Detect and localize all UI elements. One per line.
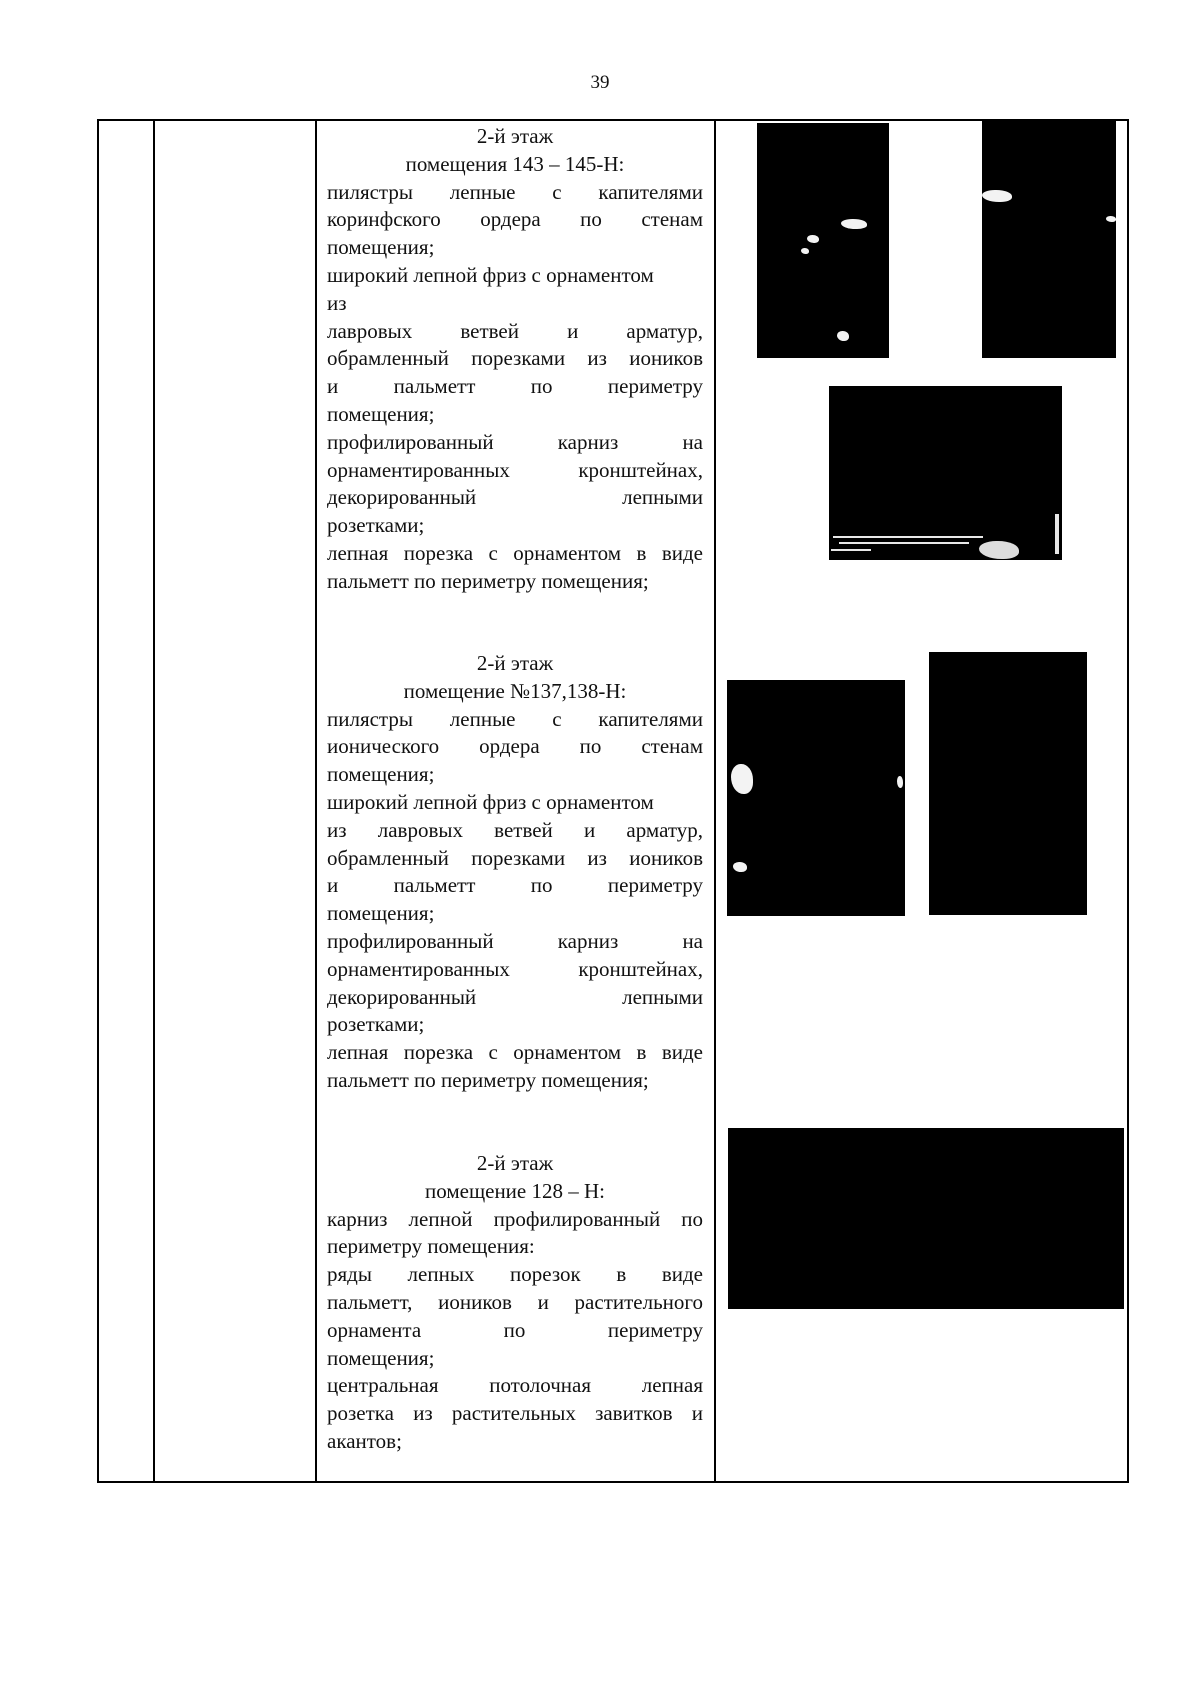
description-line: розетками; <box>327 513 425 538</box>
description-line: помещения; <box>327 401 435 426</box>
photo-ionic-left <box>727 680 905 916</box>
column-divider-3 <box>714 119 716 1483</box>
page-number: 39 <box>590 72 610 93</box>
description-line: лепная порезка с орнаментом в виде <box>327 1040 703 1065</box>
description-line: помещения; <box>327 901 435 926</box>
description-line: орнамента по периметру <box>327 1317 703 1342</box>
description-line: розетка из растительных завитков и <box>327 1401 703 1426</box>
description-line: лепная порезка с орнаментом в виде <box>327 540 703 565</box>
floor-label: 2-й этаж <box>476 651 554 675</box>
description-line: и пальметт по периметру <box>327 873 703 898</box>
photo-pilaster-left <box>757 123 889 358</box>
description-line: пилястры лепные с капителями <box>327 179 703 204</box>
description-line: обрамленный порезками из иоников <box>327 845 703 870</box>
description-line: пальметт, иоников и растительного <box>327 1289 703 1314</box>
section-143-145 <box>327 123 703 596</box>
description-line: карниз лепной профилированный по <box>327 1206 703 1231</box>
section-137-138 <box>327 650 703 1095</box>
photo-cornice <box>829 386 1062 560</box>
description-line: помещения; <box>327 762 435 787</box>
description-line: пальметт по периметру помещения; <box>327 1067 649 1092</box>
room-label: помещение №137,138-Н: <box>403 678 627 703</box>
description-line: широкий лепной фриз с орнаментом <box>327 789 654 814</box>
description-line: пальметт по периметру помещения; <box>327 568 649 593</box>
description-line: профилированный карниз на <box>327 928 703 953</box>
photo-pilaster-right <box>982 120 1116 358</box>
description-line: декорированный лепными <box>327 485 703 510</box>
description-line: акантов; <box>327 1428 402 1453</box>
room-label: помещение 128 – Н: <box>425 1178 605 1203</box>
column-divider-2 <box>315 119 317 1483</box>
description-line: широкий лепной фриз с орнаментом <box>327 262 654 287</box>
description-line: периметру помещения: <box>327 1234 535 1259</box>
description-line: ряды лепных порезок в виде <box>327 1262 703 1287</box>
floor-label: 2-й этаж <box>476 124 554 148</box>
description-line: из лавровых ветвей и арматур, <box>327 817 703 842</box>
description-line: из <box>327 290 347 315</box>
description-line: центральная потолочная лепная <box>327 1373 703 1398</box>
description-line: ионического ордера по стенам <box>327 734 703 759</box>
section-128 <box>327 1150 703 1456</box>
description-line: орнаментированных кронштейнах, <box>327 956 703 981</box>
description-line: лавровых ветвей и арматур, <box>327 318 703 343</box>
description-line: орнаментированных кронштейнах, <box>327 457 703 482</box>
photo-ionic-right <box>929 652 1087 915</box>
floor-label: 2-й этаж <box>476 1151 554 1175</box>
description-line: и пальметт по периметру <box>327 374 703 399</box>
description-line: розетками; <box>327 1012 425 1037</box>
description-line: помещения; <box>327 235 435 260</box>
description-line: профилированный карниз на <box>327 429 703 454</box>
photo-ceiling-128 <box>728 1128 1124 1309</box>
column-divider-1 <box>153 119 155 1483</box>
description-line: помещения; <box>327 1345 435 1370</box>
description-line: пилястры лепные с капителями <box>327 706 703 731</box>
room-label: помещения 143 – 145-Н: <box>405 151 625 176</box>
description-line: коринфского ордера по стенам <box>327 207 703 232</box>
description-line: обрамленный порезками из иоников <box>327 346 703 371</box>
description-line: декорированный лепными <box>327 984 703 1009</box>
